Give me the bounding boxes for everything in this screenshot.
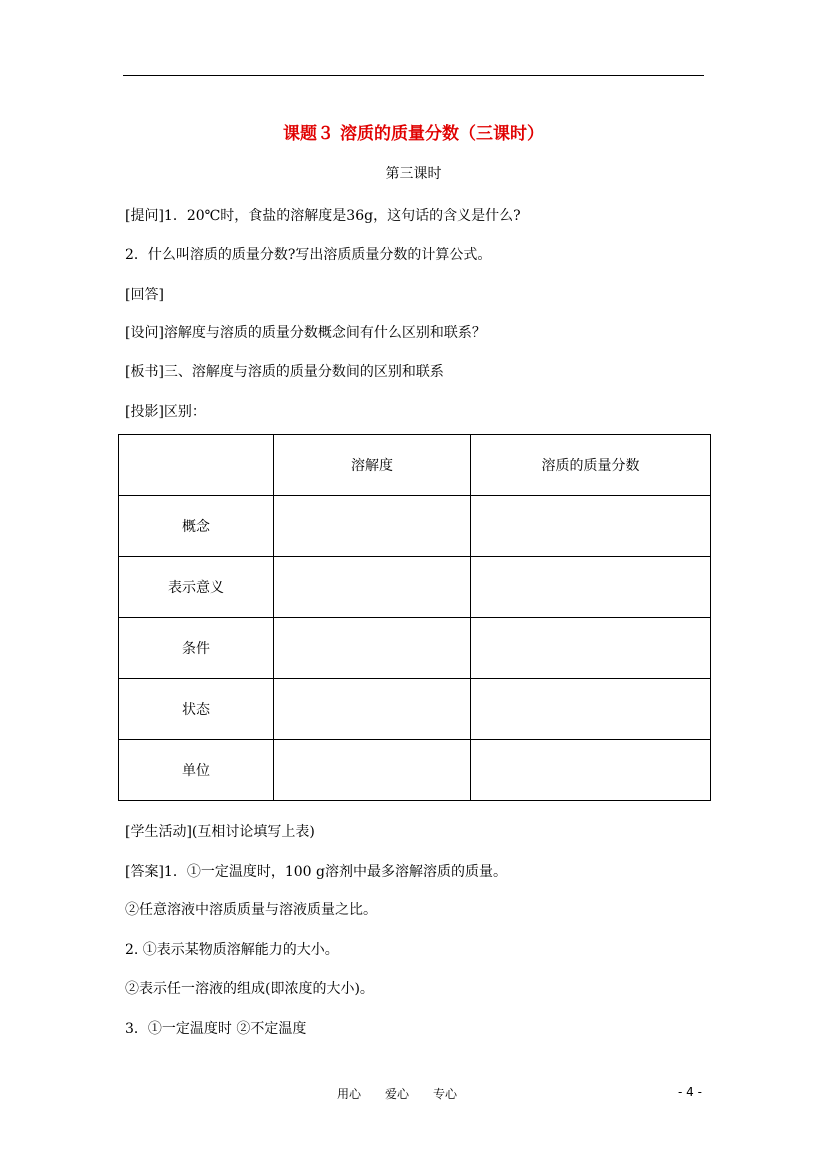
answer-line-4: ②表示任一溶液的组成(即浓度的大小)。 [125,981,374,997]
row-label: 状态 [119,679,274,740]
table-row [119,557,711,618]
page-subtitle: 第三课时 [385,166,442,182]
table-row [119,740,711,801]
page-title: 课题３ 溶质的质量分数（三课时） [283,124,544,144]
table-row [119,679,711,740]
answer-line-3: 2. ①表示某物质溶解能力的大小。 [125,942,339,958]
row-label: 概念 [119,496,274,557]
table-header-cell: 溶解度 [274,435,471,496]
row-label: 条件 [119,618,274,679]
board-line: [板书]三、溶解度与溶质的质量分数间的区别和联系 [125,364,444,380]
table-cell [471,679,711,740]
table-header-cell: 溶质的质量分数 [471,435,711,496]
setup-question-line: [设问]溶解度与溶质的质量分数概念间有什么区别和联系？ [125,325,486,341]
table-cell [471,618,711,679]
answer-line-1: [答案]1．①一定温度时，100 g溶剂中最多溶解溶质的质量。 [125,864,507,880]
row-label: 表示意义 [119,557,274,618]
table-cell [274,618,471,679]
comparison-table [118,434,711,801]
table-cell [274,679,471,740]
table-cell [274,496,471,557]
table-header-cell [119,435,274,496]
table-cell [471,740,711,801]
row-label: 单位 [119,740,274,801]
header-rule [123,75,704,76]
page-number: - 4 - [678,1085,702,1099]
table-cell [471,557,711,618]
projection-line: [投影]区别： [125,404,206,420]
activity-line: [学生活动](互相讨论填写上表) [125,824,315,840]
answer-line-5: 3．①一定温度时 ②不定温度 [125,1021,307,1037]
table-row [119,496,711,557]
table-cell [274,740,471,801]
table-row [119,618,711,679]
footer-motto: 用心 爱心 专心 [337,1087,458,1101]
question-line-1: [提问]1．20℃时，食盐的溶解度是36g，这句话的含义是什么? [125,208,521,224]
answer-line-2: ②任意溶液中溶质质量与溶液质量之比。 [125,902,377,918]
table-header-row [119,435,711,496]
table-cell [471,496,711,557]
table-cell [274,557,471,618]
question-line-2: 2．什么叫溶质的质量分数?写出溶质质量分数的计算公式。 [125,247,492,263]
answer-heading: [回答] [125,287,164,303]
